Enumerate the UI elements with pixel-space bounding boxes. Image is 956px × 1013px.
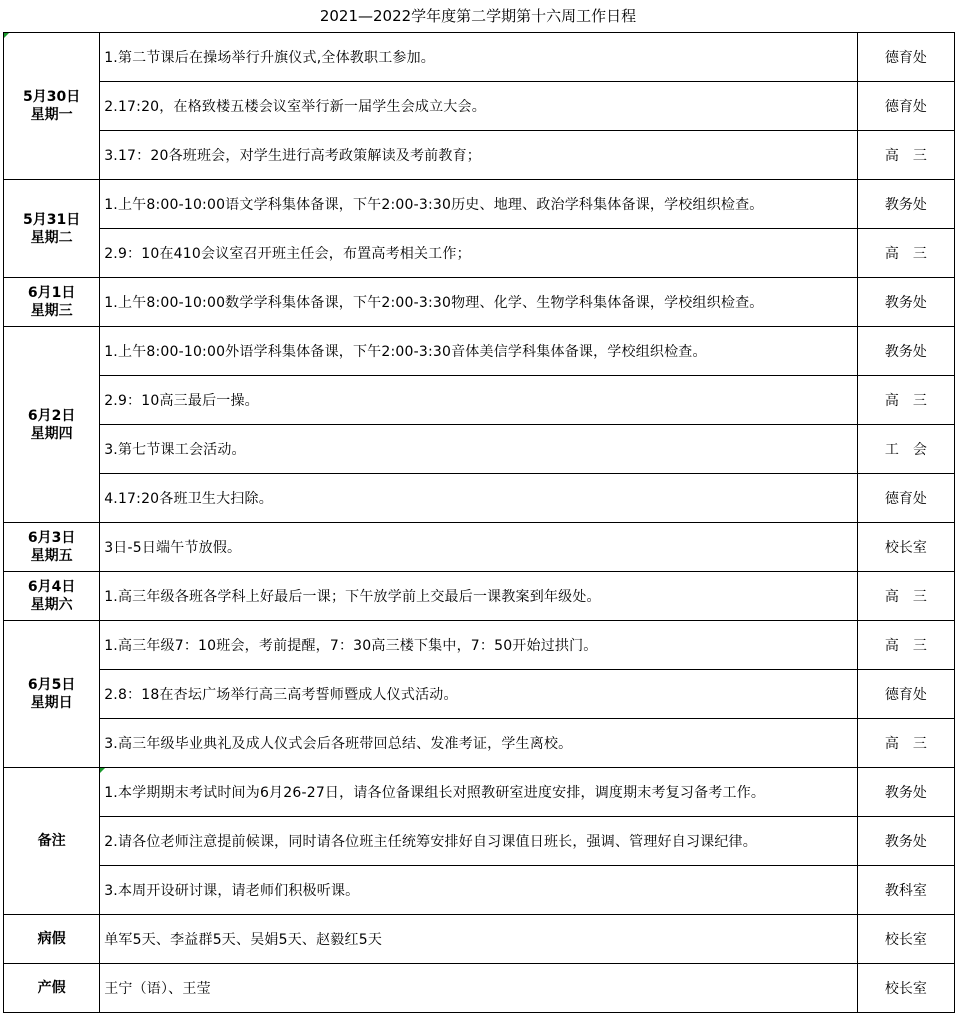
task-content: 2.请各位老师注意提前候课，同时请各位班主任统筹安排好自习课值日班长，强调、管理好自习课纪律。 (100, 817, 858, 866)
task-content: 1.上午8:00-10:00外语学科集体备课，下午2:00-3:30音体美信学科集体备课，学校组织检查。 (100, 327, 858, 376)
task-content: 1.本学期期末考试时间为6月26-27日，请各位备课组长对照教研室进度安排，调度期末考复习备考工作。 (100, 768, 858, 817)
day-date: 5月31日 (22, 211, 81, 228)
day-weekday: 星期日 (30, 695, 73, 711)
day-weekday: 星期五 (30, 548, 73, 564)
day-cell (4, 180, 100, 278)
task-content: 4.17:20各班卫生大扫除。 (100, 474, 858, 523)
day-date: 备注 (37, 833, 66, 849)
table-row (4, 82, 955, 131)
responsible-dept: 德育处 (857, 474, 954, 523)
day-weekday: 星期一 (30, 107, 73, 123)
day-cell (4, 768, 100, 915)
day-cell (4, 523, 100, 572)
day-date: 6月4日 (27, 579, 76, 595)
day-date: 产假 (37, 980, 66, 996)
task-content: 2.17:20，在格致楼五楼会议室举行新一届学生会成立大会。 (100, 82, 858, 131)
day-cell (4, 621, 100, 768)
task-content: 1.第二节课后在操场举行升旗仪式,全体教职工参加。 (100, 33, 858, 82)
day-date: 5月30日 (22, 89, 81, 105)
responsible-dept: 校长室 (857, 915, 954, 964)
table-row (4, 180, 955, 229)
day-date: 6月2日 (27, 407, 76, 424)
table-row (4, 719, 955, 768)
responsible-dept: 校长室 (857, 523, 954, 572)
table-row (4, 425, 955, 474)
responsible-dept: 德育处 (857, 670, 954, 719)
task-content: 单军5天、李益群5天、吴娟5天、赵毅红5天 (100, 915, 858, 964)
task-content: 2.9：10高三最后一操。 (100, 376, 858, 425)
cell-marker (100, 768, 105, 773)
day-cell (4, 572, 100, 621)
task-content: 2.8：18在杏坛广场举行高三高考誓师暨成人仪式活动。 (100, 670, 858, 719)
responsible-dept: 教务处 (857, 817, 954, 866)
day-weekday: 星期四 (30, 425, 73, 442)
table-row (4, 866, 955, 915)
task-content: 1.高三年级各班各学科上好最后一课；下午放学前上交最后一课教案到年级处。 (100, 572, 858, 621)
table-row (4, 474, 955, 523)
table-row (4, 278, 955, 327)
responsible-dept: 教科室 (857, 866, 954, 915)
responsible-dept: 德育处 (857, 82, 954, 131)
responsible-dept: 高 三 (857, 572, 954, 621)
responsible-dept: 工 会 (857, 425, 954, 474)
task-content: 1.高三年级7：10班会，考前提醒，7：30高三楼下集中，7：50开始过拱门。 (100, 621, 858, 670)
day-date: 6月1日 (27, 285, 76, 301)
day-cell (4, 915, 100, 964)
table-row (4, 523, 955, 572)
day-cell (4, 964, 100, 1013)
day-cell (4, 278, 100, 327)
task-content: 3.高三年级毕业典礼及成人仪式会后各班带回总结、发准考证，学生离校。 (100, 719, 858, 768)
task-content: 3.本周开设研讨课，请老师们积极听课。 (100, 866, 858, 915)
cell-marker (4, 33, 9, 38)
table-row (4, 229, 955, 278)
responsible-dept: 高 三 (857, 376, 954, 425)
day-date: 病假 (37, 931, 66, 947)
task-content: 1.上午8:00-10:00语文学科集体备课，下午2:00-3:30历史、地理、政治学科集体备课，学校组织检查。 (100, 180, 858, 229)
responsible-dept: 教务处 (857, 768, 954, 817)
table-row (4, 131, 955, 180)
responsible-dept: 高 三 (857, 229, 954, 278)
responsible-dept: 教务处 (857, 327, 954, 376)
responsible-dept: 德育处 (857, 33, 954, 82)
responsible-dept: 高 三 (857, 131, 954, 180)
task-content: 王宁（语）、王莹 (100, 964, 858, 1013)
responsible-dept: 高 三 (857, 621, 954, 670)
table-row (4, 964, 955, 1013)
day-cell (4, 33, 100, 180)
table-row (4, 915, 955, 964)
task-content: 1.上午8:00-10:00数学学科集体备课，下午2:00-3:30物理、化学、生物学科集体备课，学校组织检查。 (100, 278, 858, 327)
table-row (4, 327, 955, 376)
table-row (4, 376, 955, 425)
day-weekday: 星期二 (30, 229, 73, 246)
table-row (4, 572, 955, 621)
day-cell (4, 327, 100, 523)
day-date: 6月3日 (27, 530, 76, 546)
table-row (4, 621, 955, 670)
schedule-table (3, 32, 955, 1013)
responsible-dept: 教务处 (857, 278, 954, 327)
day-date: 6月5日 (27, 677, 76, 693)
responsible-dept: 高 三 (857, 719, 954, 768)
task-content: 2.9：10在410会议室召开班主任会，布置高考相关工作； (100, 229, 858, 278)
table-row (4, 817, 955, 866)
task-content: 3.17：20各班班会，对学生进行高考政策解读及考前教育； (100, 131, 858, 180)
table-row (4, 33, 955, 82)
day-weekday: 星期六 (30, 597, 73, 613)
task-content: 3.第七节课工会活动。 (100, 425, 858, 474)
responsible-dept: 校长室 (857, 964, 954, 1013)
page-title: 2021—2022学年度第二学期第十六周工作日程 (319, 7, 637, 25)
responsible-dept: 教务处 (857, 180, 954, 229)
table-row (4, 768, 955, 817)
table-row (4, 670, 955, 719)
task-content: 3日-5日端午节放假。 (100, 523, 858, 572)
schedule-body (4, 33, 955, 1013)
day-weekday: 星期三 (30, 303, 73, 319)
